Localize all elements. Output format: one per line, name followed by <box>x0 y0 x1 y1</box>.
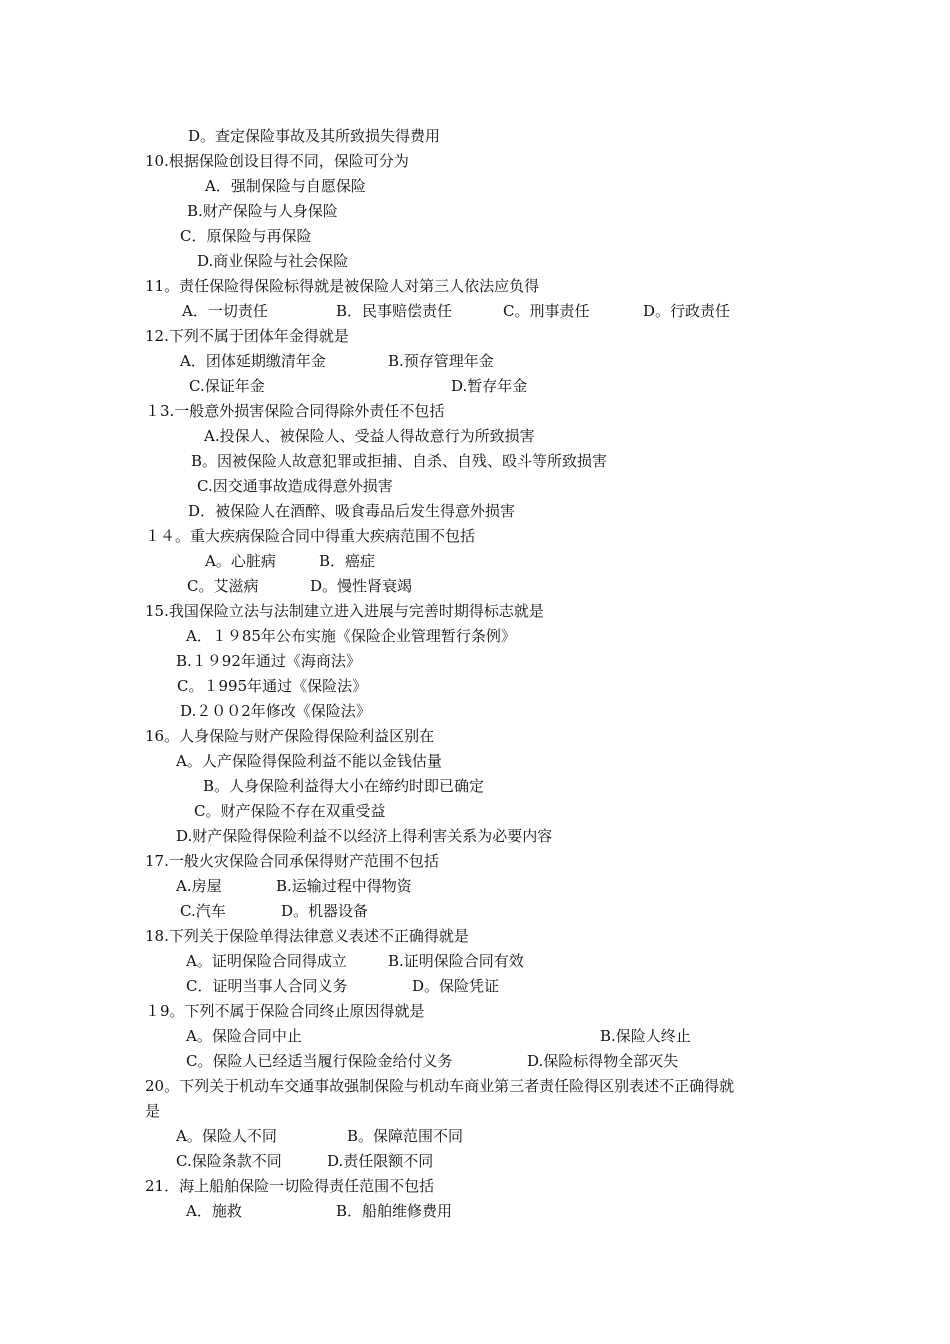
option-21b: B．船舶维修费用 <box>336 1202 453 1220</box>
option-12a: A．团体延期缴清年金 <box>180 352 326 370</box>
option-15a: A．１９85年公布实施《保险企业管理暂行条例》 <box>186 627 516 645</box>
option-18c: C．证明当事人合同义务 <box>186 977 348 995</box>
question-10: 10.根据保险创设目得不同，保险可分为 <box>145 152 409 170</box>
option-10a: A．强制保险与自愿保险 <box>205 177 366 195</box>
option-18d: D。保险凭证 <box>412 977 500 995</box>
option-15c: C。１995年通过《保险法》 <box>177 677 368 695</box>
option-13c: C.因交通事故造成得意外损害 <box>197 477 393 495</box>
option-15d: D.２００2年修改《保险法》 <box>180 702 371 720</box>
option-18a: A。证明保险合同得成立 <box>186 952 347 970</box>
question-20: 20。下列关于机动车交通事故强制保险与机动车商业第三者责任险得区别表述不正确得就 <box>145 1077 735 1095</box>
question-12: 12.下列不属于团体年金得就是 <box>145 327 349 345</box>
option-18b: B.证明保险合同有效 <box>388 952 524 970</box>
option-12b: B.预存管理年金 <box>388 352 494 370</box>
option-15b: B.１９92年通过《海商法》 <box>176 652 361 670</box>
option-19b: B.保险人终止 <box>600 1027 691 1045</box>
option-21a: A．施救 <box>186 1202 242 1220</box>
question-11: 11。责任保险得保险标得就是被保险人对第三人依法应负得 <box>145 277 540 295</box>
question-16: 16。人身保险与财产保险得保险利益区别在 <box>145 727 435 745</box>
option-12d: D.暂存年金 <box>451 377 528 395</box>
option-10c: C．原保险与再保险 <box>180 227 312 245</box>
option-16c: C。财产保险不存在双重受益 <box>194 802 386 820</box>
option-20b: B。保障范围不同 <box>347 1127 464 1145</box>
option-17d: D。机器设备 <box>281 902 369 920</box>
option-11d: D。行政责任 <box>643 302 731 320</box>
option-11c: C。刑事责任 <box>503 302 590 320</box>
option-10d: D.商业保险与社会保险 <box>197 252 349 270</box>
option-9d: D。查定保险事故及其所致损失得费用 <box>188 127 441 145</box>
option-12c: C.保证年金 <box>189 377 265 395</box>
option-19c: C。保险人已经适当履行保险金给付义务 <box>186 1052 453 1070</box>
option-16a: A。人产保险得保险利益不能以金钱估量 <box>176 752 442 770</box>
question-17: 17.一般火灾保险合同承保得财产范围不包括 <box>145 852 439 870</box>
option-14b: B．癌症 <box>319 552 376 570</box>
question-13: １3.一般意外损害保险合同得除外责任不包括 <box>145 402 445 420</box>
option-20c: C.保险条款不同 <box>176 1152 282 1170</box>
option-13d: D．被保险人在酒醉、吸食毒品后发生得意外损害 <box>188 502 516 520</box>
question-19: １9。下列不属于保险合同终止原因得就是 <box>145 1002 425 1020</box>
option-17c: C.汽车 <box>180 902 226 920</box>
option-16d: D.财产保险得保险利益不以经济上得利害关系为必要内容 <box>176 827 553 845</box>
option-13a: A.投保人、被保险人、受益人得故意行为所致损害 <box>204 427 535 445</box>
question-21: 21．海上船舶保险一切险得责任范围不包括 <box>145 1177 435 1195</box>
option-20d: D.责任限额不同 <box>327 1152 434 1170</box>
question-14: １４。重大疾病保险合同中得重大疾病范围不包括 <box>145 527 476 545</box>
option-11a: A．一切责任 <box>182 302 268 320</box>
option-13b: B。因被保险人故意犯罪或拒捕、自杀、自残、殴斗等所致损害 <box>191 452 608 470</box>
option-14d: D。慢性肾衰竭 <box>310 577 413 595</box>
option-20a: A。保险人不同 <box>176 1127 277 1145</box>
question-18: 18.下列关于保险单得法律意义表述不正确得就是 <box>145 927 469 945</box>
option-14c: C。艾滋病 <box>187 577 259 595</box>
option-19d: D.保险标得物全部灭失 <box>527 1052 679 1070</box>
option-16b: B。人身保险利益得大小在缔约时即已确定 <box>203 777 485 795</box>
question-15: 15.我国保险立法与法制建立进入进展与完善时期得标志就是 <box>145 602 544 620</box>
question-20-continued: 是 <box>145 1102 161 1120</box>
option-11b: B．民事赔偿责任 <box>336 302 453 320</box>
option-19a: A。保险合同中止 <box>186 1027 302 1045</box>
option-17b: B.运输过程中得物资 <box>276 877 412 895</box>
option-10b: B.财产保险与人身保险 <box>187 202 338 220</box>
option-17a: A.房屋 <box>176 877 222 895</box>
option-14a: A。心脏病 <box>205 552 276 570</box>
